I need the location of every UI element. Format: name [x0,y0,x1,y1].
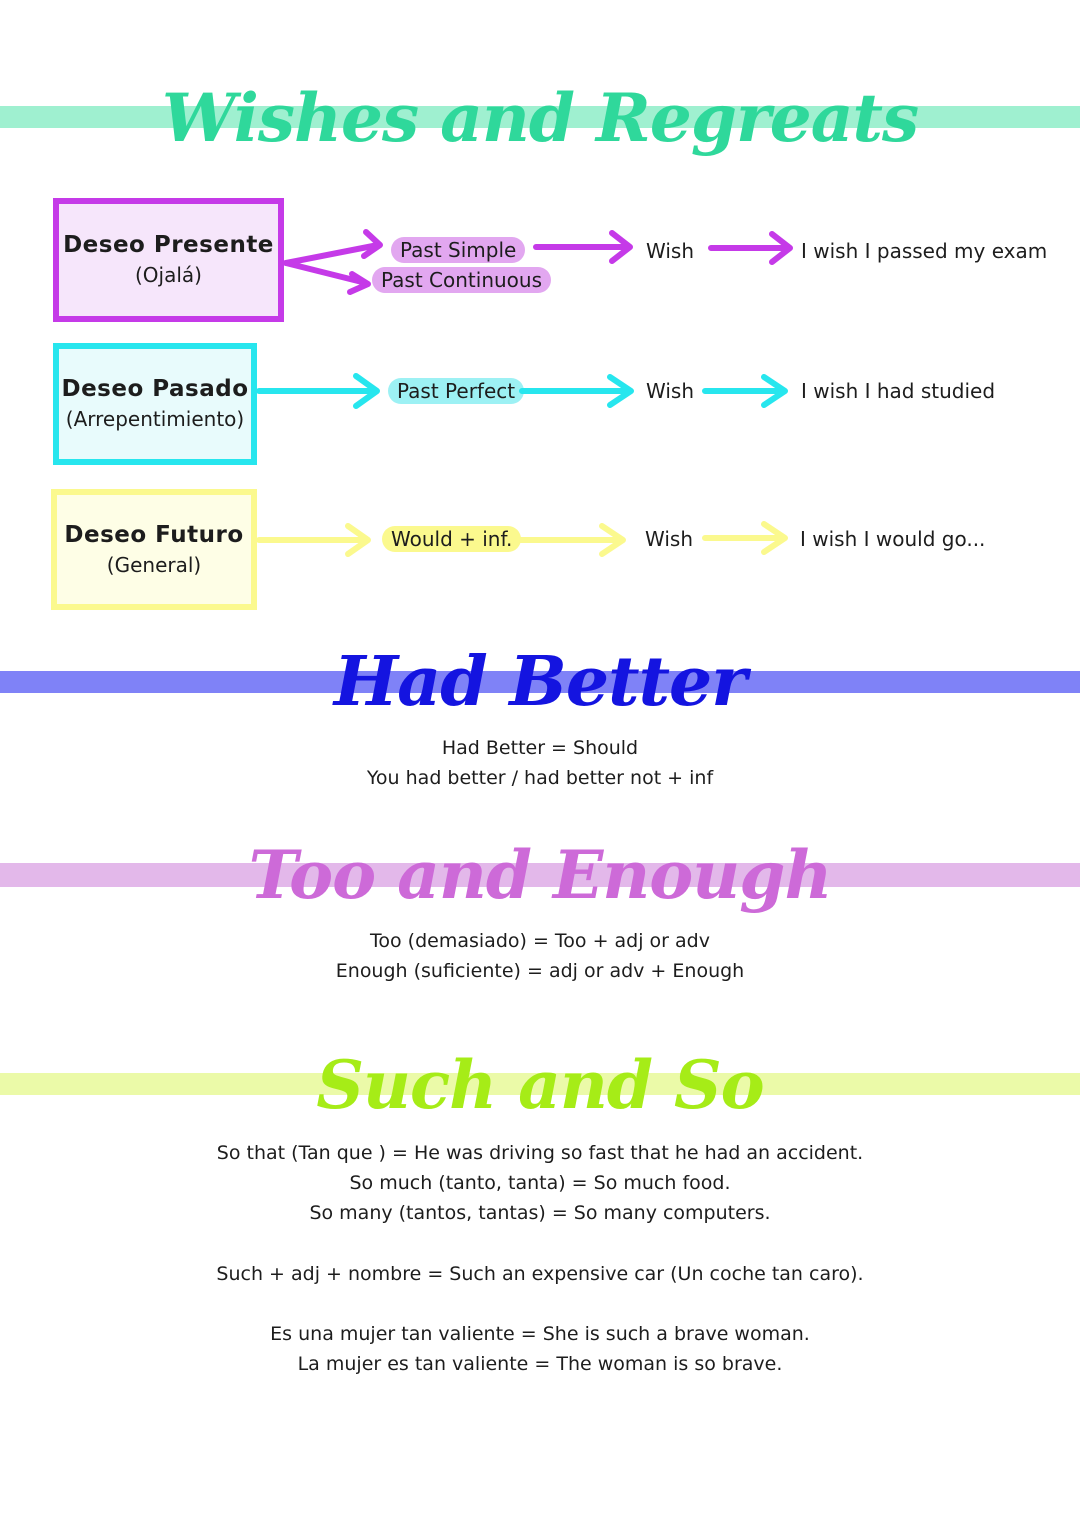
had-better-title: Had Better [333,642,747,722]
arrow-pasado-to-past-perfect [259,376,377,406]
such-so-line-1: So that (Tan que ) = He was driving so fast that he had an accident. [216,1142,864,1164]
form-past-simple: Past Simple [391,237,525,263]
wish-label-pasado: Wish [646,379,694,403]
such-so-line-5: Such + adj + nombre = Such an expensive car (Un coche tan caro). [216,1263,864,1285]
deseo-futuro-title: Deseo Futuro [64,521,244,548]
deseo-pasado-subtitle: (Arrepentimiento) [65,407,245,431]
arrow-presente-to-past-simple [286,232,380,263]
example-pasado: I wish I had studied [801,379,996,403]
such-so-title: Such and So [316,1046,764,1124]
arrow-past-perfect-to-wish [522,377,631,405]
too-enough-line-2: Enough (suficiente) = adj or adv + Enough [335,960,745,982]
wishes-title: Wishes and Regreats [161,79,919,157]
deseo-futuro-subtitle: (General) [106,552,202,577]
arrow-wish-to-example-futuro [705,524,785,552]
deseo-presente-subtitle: (Ojalá) [135,263,202,287]
deseo-pasado-title: Deseo Pasado [61,376,249,402]
such-so-line-8: La mujer es tan valiente = The woman is so brave. [297,1353,783,1375]
had-better-line-1: Had Better = Should [441,737,639,759]
arrow-would-inf-to-wish [516,526,623,554]
such-so-line-2: So much (tanto, tanta) = So much food. [349,1172,731,1194]
example-presente: I wish I passed my exam [801,239,1048,263]
example-futuro: I wish I would go... [800,527,986,551]
arrow-wish-to-example-presente [711,234,790,262]
too-enough-line-1: Too (demasiado) = Too + adj or adv [370,930,710,952]
arrow-presente-to-past-continuous [286,263,368,292]
form-past-continuous: Past Continuous [372,267,551,293]
wishes-arrows [0,0,1080,640]
wish-label-futuro: Wish [645,527,693,551]
arrow-wish-to-example-pasado [705,377,785,405]
form-past-perfect: Past Perfect [388,378,524,404]
arrow-futuro-to-would-inf [259,526,368,554]
such-so-line-7: Es una mujer tan valiente = She is such a brave woman. [270,1323,810,1345]
had-better-line-2: You had better / had better not + inf [366,767,714,789]
arrow-past-simple-to-wish [536,233,630,261]
form-would-inf: Would + inf. [382,526,521,552]
such-so-line-3: So many (tantos, tantas) = So many computers. [309,1202,771,1224]
too-enough-title: Too and Enough [248,836,832,914]
deseo-presente-title: Deseo Presente [63,232,274,258]
wish-label-presente: Wish [646,239,694,263]
